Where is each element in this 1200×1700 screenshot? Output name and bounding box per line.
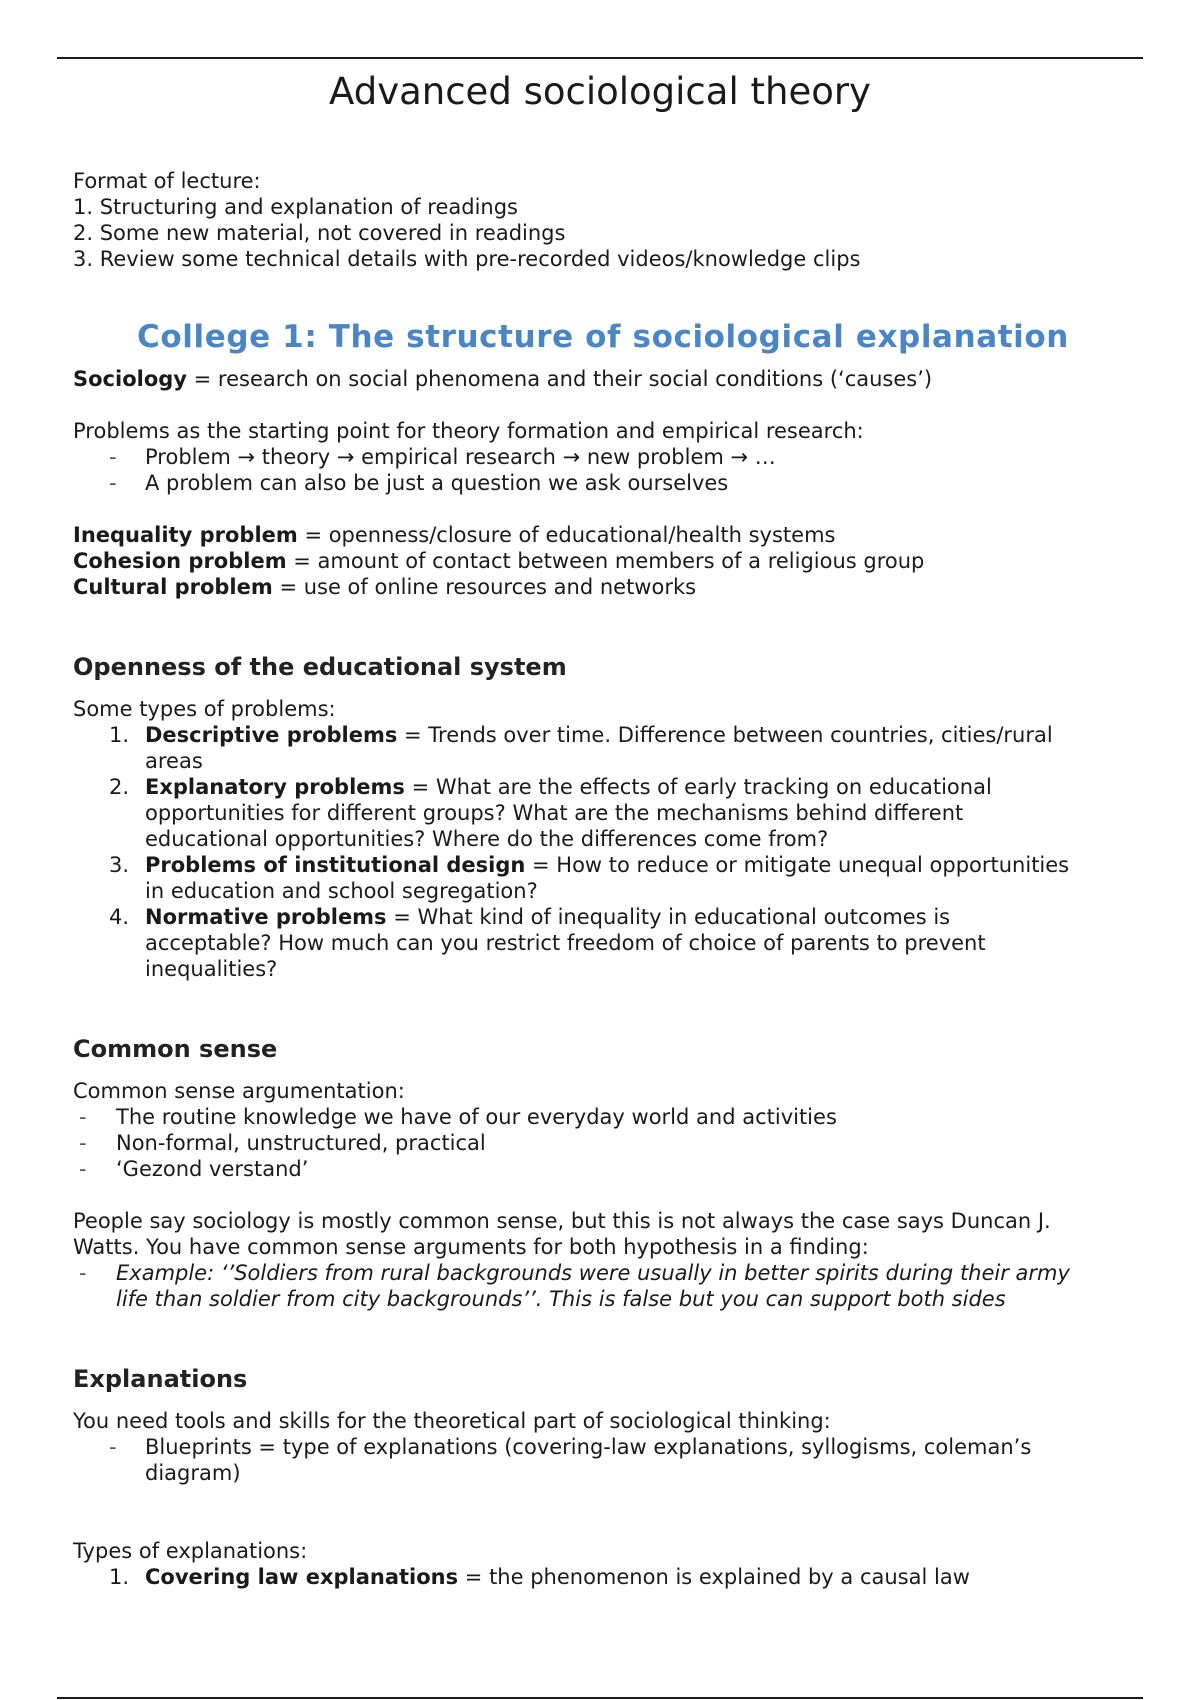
bullet-dash: -: [79, 1105, 87, 1129]
list-number: 2.: [109, 775, 130, 799]
section-heading-explanations: Explanations: [73, 1365, 248, 1393]
problem-definition: [73, 548, 1133, 574]
definition-text: acceptable? How much can you restrict freedom of choice of parents to prevent: [145, 931, 986, 955]
document-body: [73, 168, 1133, 1590]
bullet-dash: -: [109, 471, 117, 495]
definition-text: = use of online resources and networks: [272, 575, 697, 599]
top-rule: [57, 57, 1143, 59]
common-sense-list: [73, 1104, 1133, 1182]
definition-term: Cultural problem: [73, 575, 273, 599]
definition-term: Descriptive problems: [145, 723, 398, 747]
definition-text: areas: [145, 749, 203, 773]
definition-term: Inequality problem: [73, 523, 298, 547]
definition-text: inequalities?: [145, 957, 278, 981]
section-heading-common-sense: Common sense: [73, 1035, 278, 1063]
lecture-format-label: Format of lecture:: [73, 169, 261, 193]
explanations-list: [73, 1434, 1133, 1486]
list-number: 1.: [109, 1565, 130, 1589]
lecture-format-item: 1. Structuring and explanation of readings: [73, 195, 518, 219]
explanations-intro: You need tools and skills for the theoretical part of sociological thinking:: [73, 1409, 831, 1433]
definition-text: = What kind of inequality in educational outcomes is: [386, 905, 951, 929]
problem-definition: [73, 574, 1133, 600]
definition-term: Cohesion problem: [73, 549, 287, 573]
definition-text: = the phenomenon is explained by a causal law: [458, 1565, 970, 1589]
problems-intro: Problems as the starting point for theory formation and empirical research:: [73, 419, 864, 443]
definition-text: opportunities for different groups? What are the mechanisms behind different: [145, 801, 964, 825]
explanation-types-list: [73, 1564, 1133, 1590]
definition-term: Covering law explanations: [145, 1565, 459, 1589]
definition-text: = openness/closure of educational/health systems: [297, 523, 836, 547]
list-item-continuation: [73, 1460, 1133, 1486]
problems-list: [73, 444, 1133, 496]
lecture-format: [73, 168, 1133, 272]
bullet-dash: -: [79, 1157, 87, 1181]
common-sense-paragraph: Watts. You have common sense arguments for both hypothesis in a finding:: [73, 1235, 869, 1259]
list-item: [73, 722, 1133, 774]
problem-definition: [73, 522, 1133, 548]
list-item-text: Blueprints = type of explanations (covering-law explanations, syllogisms, coleman’s: [145, 1435, 1032, 1459]
bottom-rule: [57, 1697, 1143, 1699]
example-text: Example: ‘’Soldiers from rural backgrounds were usually in better spirits during their army: [116, 1261, 1070, 1285]
list-number: 4.: [109, 905, 130, 929]
common-sense-intro: Common sense argumentation:: [73, 1079, 405, 1103]
bullet-dash: -: [109, 1435, 117, 1459]
definition-text: = Trends over time. Difference between countries, cities/rural: [397, 723, 1053, 747]
bullet-dash: -: [109, 445, 117, 469]
list-item: [73, 1260, 1133, 1286]
list-item: [73, 444, 1133, 470]
list-number: 3.: [109, 853, 130, 877]
definition-text: = How to reduce or mitigate unequal opportunities: [525, 853, 1070, 877]
problem-types-list: [73, 722, 1133, 982]
definition-term: Sociology: [73, 367, 187, 391]
definition-text: in education and school segregation?: [145, 879, 538, 903]
list-item: [73, 1104, 1133, 1130]
page-title: Advanced sociological theory: [329, 70, 871, 113]
list-item-text: Problem → theory → empirical research → new problem → …: [145, 445, 776, 469]
list-item: [73, 1434, 1133, 1460]
definition-text: = research on social phenomena and their social conditions (‘causes’): [186, 367, 933, 391]
example-list: [73, 1260, 1133, 1312]
list-item: [73, 852, 1133, 904]
list-number: 1.: [109, 723, 130, 747]
definition-term: Problems of institutional design: [145, 853, 526, 877]
explanation-types-intro: Types of explanations:: [73, 1539, 308, 1563]
example-text: life than soldier from city backgrounds’’. This is false but you can support both sides: [116, 1287, 1006, 1311]
list-item: [73, 1130, 1133, 1156]
definition-term: Explanatory problems: [145, 775, 405, 799]
list-item: [73, 904, 1133, 982]
definition-text: = What are the effects of early tracking on educational: [404, 775, 992, 799]
lecture-format-item: 2. Some new material, not covered in readings: [73, 221, 566, 245]
list-item: [73, 470, 1133, 496]
problem-definitions: [73, 522, 1133, 600]
definition-text: = amount of contact between members of a religious group: [286, 549, 925, 573]
definition-text: educational opportunities? Where do the differences come from?: [145, 827, 829, 851]
list-item-text: diagram): [145, 1461, 241, 1485]
section-heading-college-1: College 1: The structure of sociological explanation: [137, 319, 1069, 355]
problem-types-intro: Some types of problems:: [73, 697, 336, 721]
list-item-text: Non-formal, unstructured, practical: [116, 1131, 486, 1155]
list-item: [73, 1564, 1133, 1590]
list-item-continuation: [73, 1286, 1133, 1312]
common-sense-paragraph: People say sociology is mostly common sense, but this is not always the case says Duncan J.: [73, 1209, 1051, 1233]
lecture-format-item: 3. Review some technical details with pre-recorded videos/knowledge clips: [73, 247, 861, 271]
list-item: [73, 1156, 1133, 1182]
sociology-definition: [73, 366, 1133, 392]
list-item: [73, 774, 1133, 852]
bullet-dash: -: [79, 1131, 87, 1155]
definition-term: Normative problems: [145, 905, 387, 929]
list-item-text: The routine knowledge we have of our everyday world and activities: [116, 1105, 837, 1129]
section-heading-openness: Openness of the educational system: [73, 653, 567, 681]
list-item-text: ‘Gezond verstand’: [116, 1157, 309, 1181]
list-item-text: A problem can also be just a question we ask ourselves: [145, 471, 729, 495]
bullet-dash: -: [79, 1261, 87, 1285]
